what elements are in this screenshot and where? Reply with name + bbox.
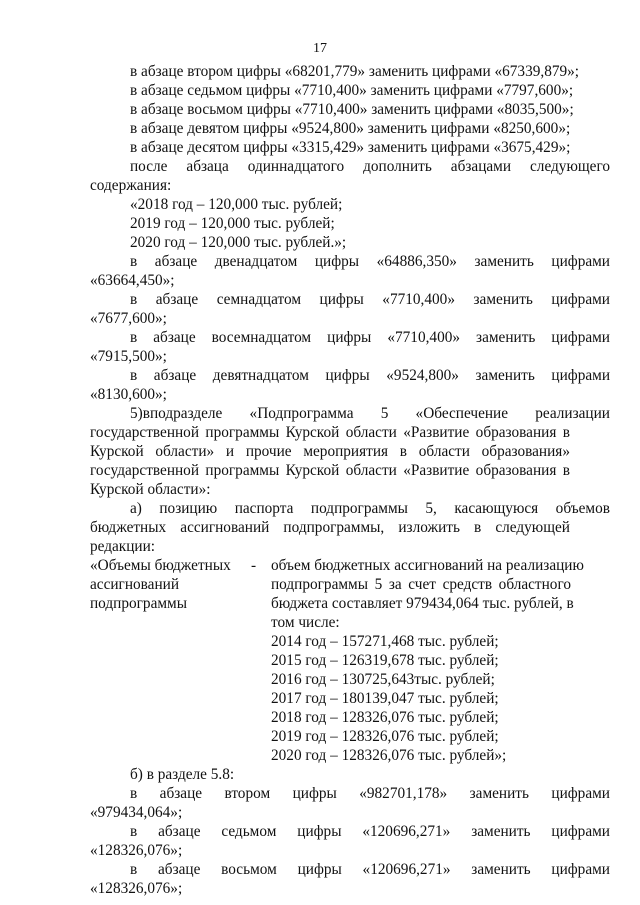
paragraph-line: бюджетных ассигнований подпрограммы, изложить в следующей — [90, 519, 570, 536]
paragraph-line: редакции: — [90, 538, 156, 555]
inserted-line: «2018 год – 120,000 тыс. рублей; — [130, 196, 343, 213]
table-label: ассигнований — [90, 576, 180, 593]
year-line: 2019 год – 128326,076 тыс. рублей; — [271, 728, 499, 745]
year-line: 2014 год – 157271,468 тыс. рублей; — [271, 633, 499, 650]
paragraph-line: в абзаце седьмом цифры «120696,271» заменить цифрами — [130, 823, 610, 840]
paragraph-line: в абзаце девятнадцатом цифры «9524,800» заменить цифрами — [130, 367, 610, 384]
paragraph-line: после абзаца одиннадцатого дополнить абзацами следующего — [130, 158, 610, 175]
paragraph-line: содержания: — [90, 177, 172, 194]
table-value: том числе: — [271, 614, 340, 631]
paragraph-line: в абзаце двенадцатом цифры «64886,350» заменить цифрами — [130, 253, 610, 270]
table-label: подпрограммы — [90, 595, 188, 612]
year-line: 2020 год – 128326,076 тыс. рублей»; — [271, 747, 507, 764]
table-value: объем бюджетных ассигнований на реализацию — [271, 557, 584, 574]
inserted-line: 2019 год – 120,000 тыс. рублей; — [130, 215, 335, 232]
paragraph-line: Курской области»: — [90, 481, 211, 498]
paragraph-line: «63664,450»; — [90, 272, 175, 289]
paragraph-line: а) позицию паспорта подпрограммы 5, касающуюся объемов — [130, 500, 610, 517]
paragraph-line: в абзаце восемнадцатом цифры «7710,400» заменить цифрами — [130, 329, 610, 346]
paragraph-line: «128326,076»; — [90, 842, 183, 859]
paragraph-line: «979434,064»; — [90, 804, 183, 821]
paragraph-line: в абзаце девятом цифры «9524,800» заменить цифрами «8250,600»; — [130, 120, 571, 137]
table-value: бюджета составляет 979434,064 тыс. рублей, в — [271, 595, 574, 612]
paragraph-line: в абзаце десятом цифры «3315,429» заменить цифрами «3675,429»; — [130, 139, 571, 156]
year-line: 2015 год – 126319,678 тыс. рублей; — [271, 652, 499, 669]
paragraph-line: 5)вподразделе «Подпрограмма 5 «Обеспечение реализации — [130, 405, 610, 422]
year-line: 2017 год – 180139,047 тыс. рублей; — [271, 690, 499, 707]
paragraph-line: в абзаце семнадцатом цифры «7710,400» заменить цифрами — [130, 291, 610, 308]
paragraph-line: в абзаце седьмом цифры «7710,400» заменить цифрами «7797,600»; — [130, 82, 574, 99]
table-label: «Объемы бюджетных — [90, 557, 231, 574]
paragraph-line: «7677,600»; — [90, 310, 167, 327]
paragraph-line: в абзаце восьмом цифры «120696,271» заменить цифрами — [130, 861, 610, 878]
inserted-line: 2020 год – 120,000 тыс. рублей.»; — [130, 234, 347, 251]
paragraph-line: государственной программы Курской области «Развитие образования в — [90, 424, 570, 441]
year-line: 2018 год – 128326,076 тыс. рублей; — [271, 709, 499, 726]
year-line: 2016 год – 130725,643тыс. рублей; — [271, 671, 495, 688]
table-dash: - — [251, 557, 257, 574]
paragraph-line: «7915,500»; — [90, 348, 167, 365]
paragraph-line: «8130,600»; — [90, 386, 167, 403]
paragraph-line: в абзаце втором цифры «982701,178» заменить цифрами — [130, 785, 610, 802]
paragraph-line: б) в разделе 5.8: — [130, 766, 235, 783]
page-number: 17 — [313, 41, 327, 56]
paragraph-line: государственной программы Курской области «Развитие образования в — [90, 462, 570, 479]
paragraph-line: в абзаце восьмом цифры «7710,400» заменить цифрами «8035,500»; — [130, 101, 574, 118]
paragraph-line: «128326,076»; — [90, 880, 183, 897]
table-value: подпрограммы 5 за счет средств областного — [271, 576, 571, 593]
paragraph-line: Курской области» и прочие мероприятия в области образования» — [90, 443, 570, 460]
paragraph-line: в абзаце втором цифры «68201,779» заменить цифрами «67339,879»; — [130, 63, 580, 80]
